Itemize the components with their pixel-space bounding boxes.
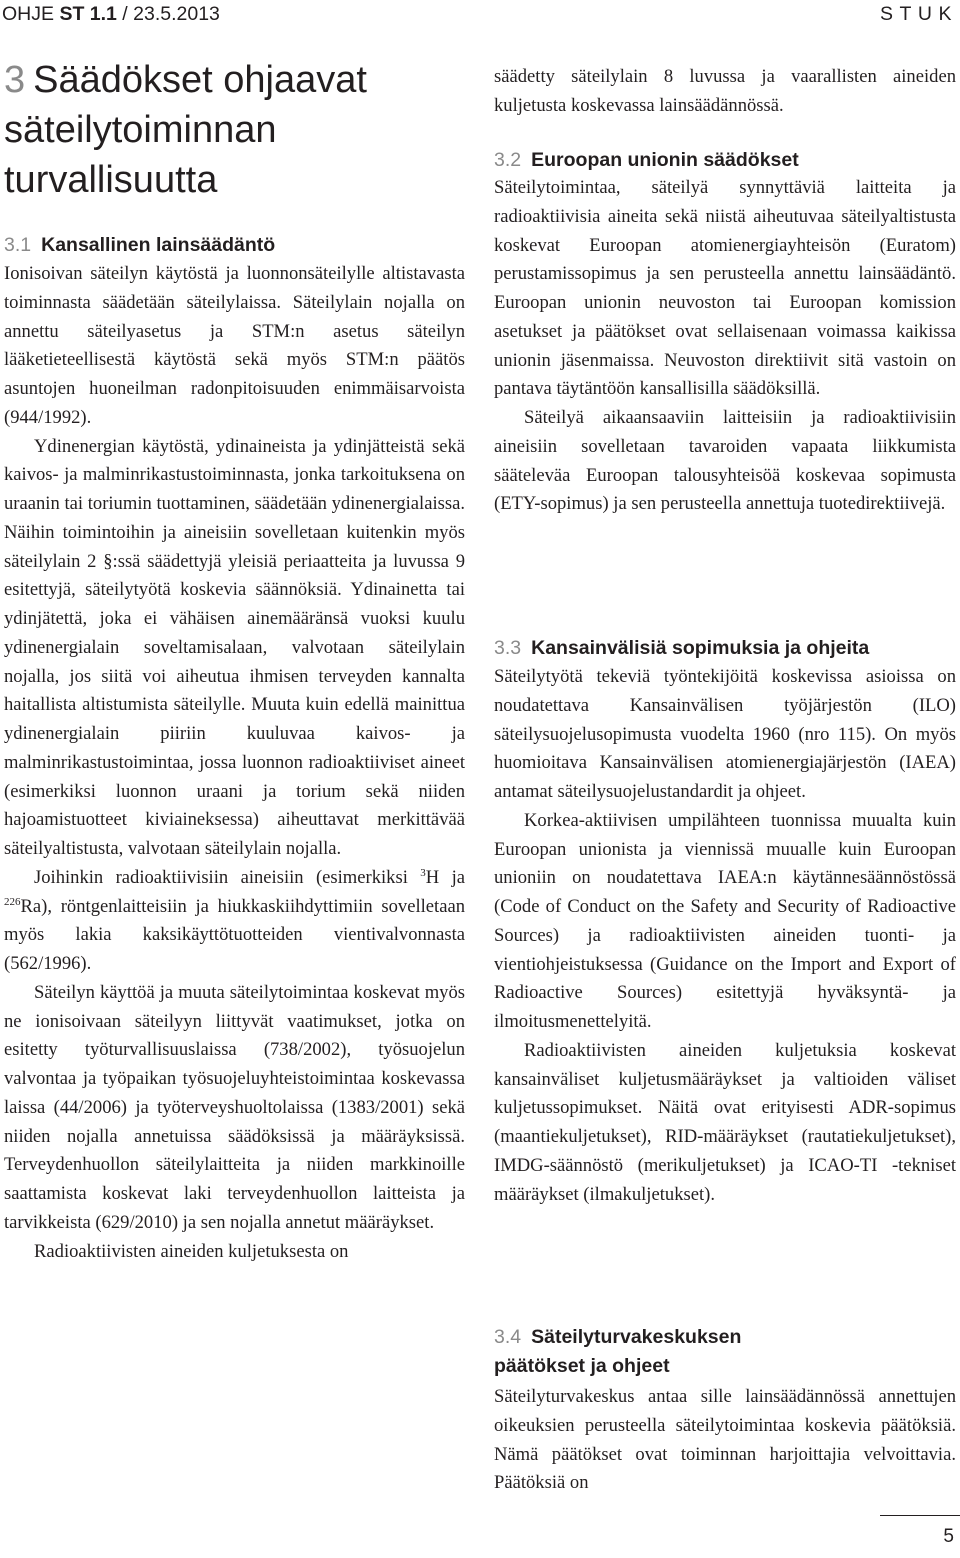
superscript: 3 xyxy=(420,866,426,879)
section-number: 3.2 xyxy=(494,149,522,171)
section-title: Euroopan unionin säädökset xyxy=(531,149,799,171)
section-number: 3.4 xyxy=(494,1326,522,1348)
left-column-text xyxy=(4,260,465,1266)
section-heading-3-4 xyxy=(494,1323,824,1381)
doc-prefix: OHJE xyxy=(2,3,60,25)
paragraph: Ydinenergian käytöstä, ydinaineista ja ydinjätteistä sekä kaivos- ja malminrikastustoiminnasta, jonka tarkoituksena on uraanin tai toriumin tuottaminen, säädetään ydinenergialaissa. Näihin toimintoihin ja aineisiin sovelletaan kuitenkin myös säteilylain 2 §:ssä säädettyjä yleisiä periaatteita ja luvussa 9 esitettyjä, säteilytyötä koskevia säännöksiä. Ydinainetta tai ydinjätettä, joka ei vähäisen ainemääränsä vuoksi kuulu ydinenergialain soveltamisalaan, valvotaan säteilylain nojalla, jos siitä voi aiheutua ihmisen terveyden kannalta haitallista altistumista säteilylle. Muuta kuin edellä mainittua ydinenergialain piiriin kuuluvaa kaivos- ja malminrikastustoimintaa, jossa luonnon radioaktiiviset aineet (esimerkiksi luonnon uraani ja torium sekä niiden hajoamistuotteet kiviaineksessa) aiheuttavat merkittävää säteilyaltistusta, valvotaan säteilylain nojalla. xyxy=(4,435,465,859)
paragraph: Säteilytyötä tekeviä työntekijöitä koskevissa asioissa on noudatettava Kansainvälisen työjärjestön (ILO) säteilysuojelusopimusta vuodelta 1960 (nro 115). On myös huomioitava Kansainvälisen atomienergiajärjestön (IAEA) antamat säteilysuojelustandardit ja ohjeet. xyxy=(494,666,956,802)
paragraph: Korkea-aktiivisen umpilähteen tuonnissa muualta kuin Euroopan unionista ja viennissä muualle kuin Euroopan unioniin on noudatettava IAEA:n käytännesäännöstössä (Code of Conduct on the Safety and Security of Radioactive Sources) ja radioaktiivisten aineiden tuonti- ja vientiohjeistuksessa (Guidance on the Import and Export of Radioactive Sources) esitettyjä hyväksyntä- ja ilmoitusmenettelyitä. xyxy=(494,809,956,1032)
section-3-2-text xyxy=(494,174,956,519)
paragraph: Radioaktiivisten aineiden kuljetuksia koskevat kansainväliset kuljetusmääräykset ja valtioiden väliset kuljetussopimukset. Näitä ovat erityisesti ADR-sopimus (maantiekuljetukset), RID-määräykset (rautatiekuljetukset), IMDG-säännöstö (merikuljetukset) ja ICAO-TI -tekniset määräykset (ilmakuljetukset). xyxy=(494,1039,956,1205)
section-title: Kansallinen lainsäädäntö xyxy=(41,234,276,256)
organization-name: STUK xyxy=(879,3,958,25)
section-number: 3.3 xyxy=(494,637,522,659)
footer-rule xyxy=(880,1515,960,1516)
section-heading-3-3 xyxy=(494,634,869,663)
page-header xyxy=(0,0,960,36)
section-title: Kansainvälisiä sopimuksia ja ohjeita xyxy=(531,637,870,659)
section-heading-3-1 xyxy=(4,231,275,260)
paragraph-text: Ra), röntgenlaitteisiin ja hiukkaskiihdyttimiin sovelletaan myös lakia kaksikäyttötuotteiden vientivalvonnasta (562/1996). xyxy=(4,895,465,974)
page-number: 5 xyxy=(943,1526,954,1547)
document-reference xyxy=(2,3,220,26)
superscript: 226 xyxy=(4,895,21,908)
section-heading-3-2 xyxy=(494,146,799,175)
section-3-4-text xyxy=(494,1383,956,1498)
paragraph: Säteilyn käyttöä ja muuta säteilytoimintaa koskevat myös ne ionisoivaan säteilyyn liittyvät vaatimukset, jotka on esitetty työturvallisuuslaissa (738/2002), työsuojelun valvontaa ja työpaikan työsuojeluyhteistoimintaa koskevassa laissa (44/2006) ja työterveyshuoltolaissa (1383/2001) sekä niiden nojalla annetuissa säädöksissä ja määräyksissä. Terveydenhuollon säteilylaitteita ja niiden markkinoille saattamista koskevat laki terveydenhuollon laitteista ja tarvikkeista (629/2010) ja sen nojalla annetut määräykset. xyxy=(4,981,465,1233)
doc-code: ST 1.1 xyxy=(59,3,117,25)
paragraph: Säteilytoimintaa, säteilyä synnyttäviä laitteita ja radioaktiivisia aineita sekä niistä aiheutuvaa säteilyaltistusta koskevat Euroopan atomienergiayhteisön (Euratom) perustamissopimus ja sen perusteella annettu lainsäädäntö. Euroopan unionin neuvoston tai Euroopan komission asetukset ja päätökset ovat sellaisenaan voimassa kaikissa unionin jäsenmaissa. Neuvoston direktiivit sitä vastoin on pantava täytäntöön kansallisilla säädöksillä. xyxy=(494,177,956,400)
section-title: Säteilyturvakeskuksen päätökset ja ohjeet xyxy=(494,1326,742,1377)
chapter-title-text: Säädökset ohjaavat säteilytoiminnan turvallisuutta xyxy=(4,59,367,201)
doc-date: / 23.5.2013 xyxy=(116,3,220,25)
paragraph: Ionisoivan säteilyn käytöstä ja luonnonsäteilylle altistavasta toiminnasta säädetään säteilylaissa. Säteilylain nojalla on annettu säteilyasetus ja STM:n asetus säteilyn lääketieteellisestä käytöstä sekä myös STM:n päätös asuntojen huoneilman radonpitoisuuden enimmäisarvoista (944/1992). xyxy=(4,263,465,428)
right-column-continuation xyxy=(494,63,956,121)
chapter-title xyxy=(4,55,474,205)
paragraph-text: H ja xyxy=(425,866,465,888)
paragraph: Säteilyä aikaansaaviin laitteisiin ja radioaktiivisiin aineisiin sovelletaan tavaroiden vapaata liikkumista sääteleväa Euroopan talousyhteisöä koskevaa sopimusta (ETY-sopimus) ja sen perusteella annettuja tuotedirektiivejä. xyxy=(494,407,956,515)
section-number: 3.1 xyxy=(4,234,32,256)
paragraph xyxy=(4,864,465,979)
paragraph-text: Joihinkin radioaktiivisiin aineisiin (esimerkiksi xyxy=(34,866,421,888)
chapter-number: 3 xyxy=(4,59,26,101)
paragraph: Radioaktiivisten aineiden kuljetuksesta on xyxy=(34,1240,349,1262)
paragraph: säädetty säteilylain 8 luvussa ja vaarallisten aineiden kuljetusta koskevassa lainsäädännössä. xyxy=(494,66,956,116)
paragraph: Säteilyturvakeskus antaa sille lainsäädännössä annettujen oikeuksien perusteella säteilytoimintaa koskevia päätöksiä. Nämä päätökset ovat toiminnan harjoittajia velvoittavia. Päätöksiä on xyxy=(494,1386,956,1494)
section-3-3-text xyxy=(494,663,956,1209)
